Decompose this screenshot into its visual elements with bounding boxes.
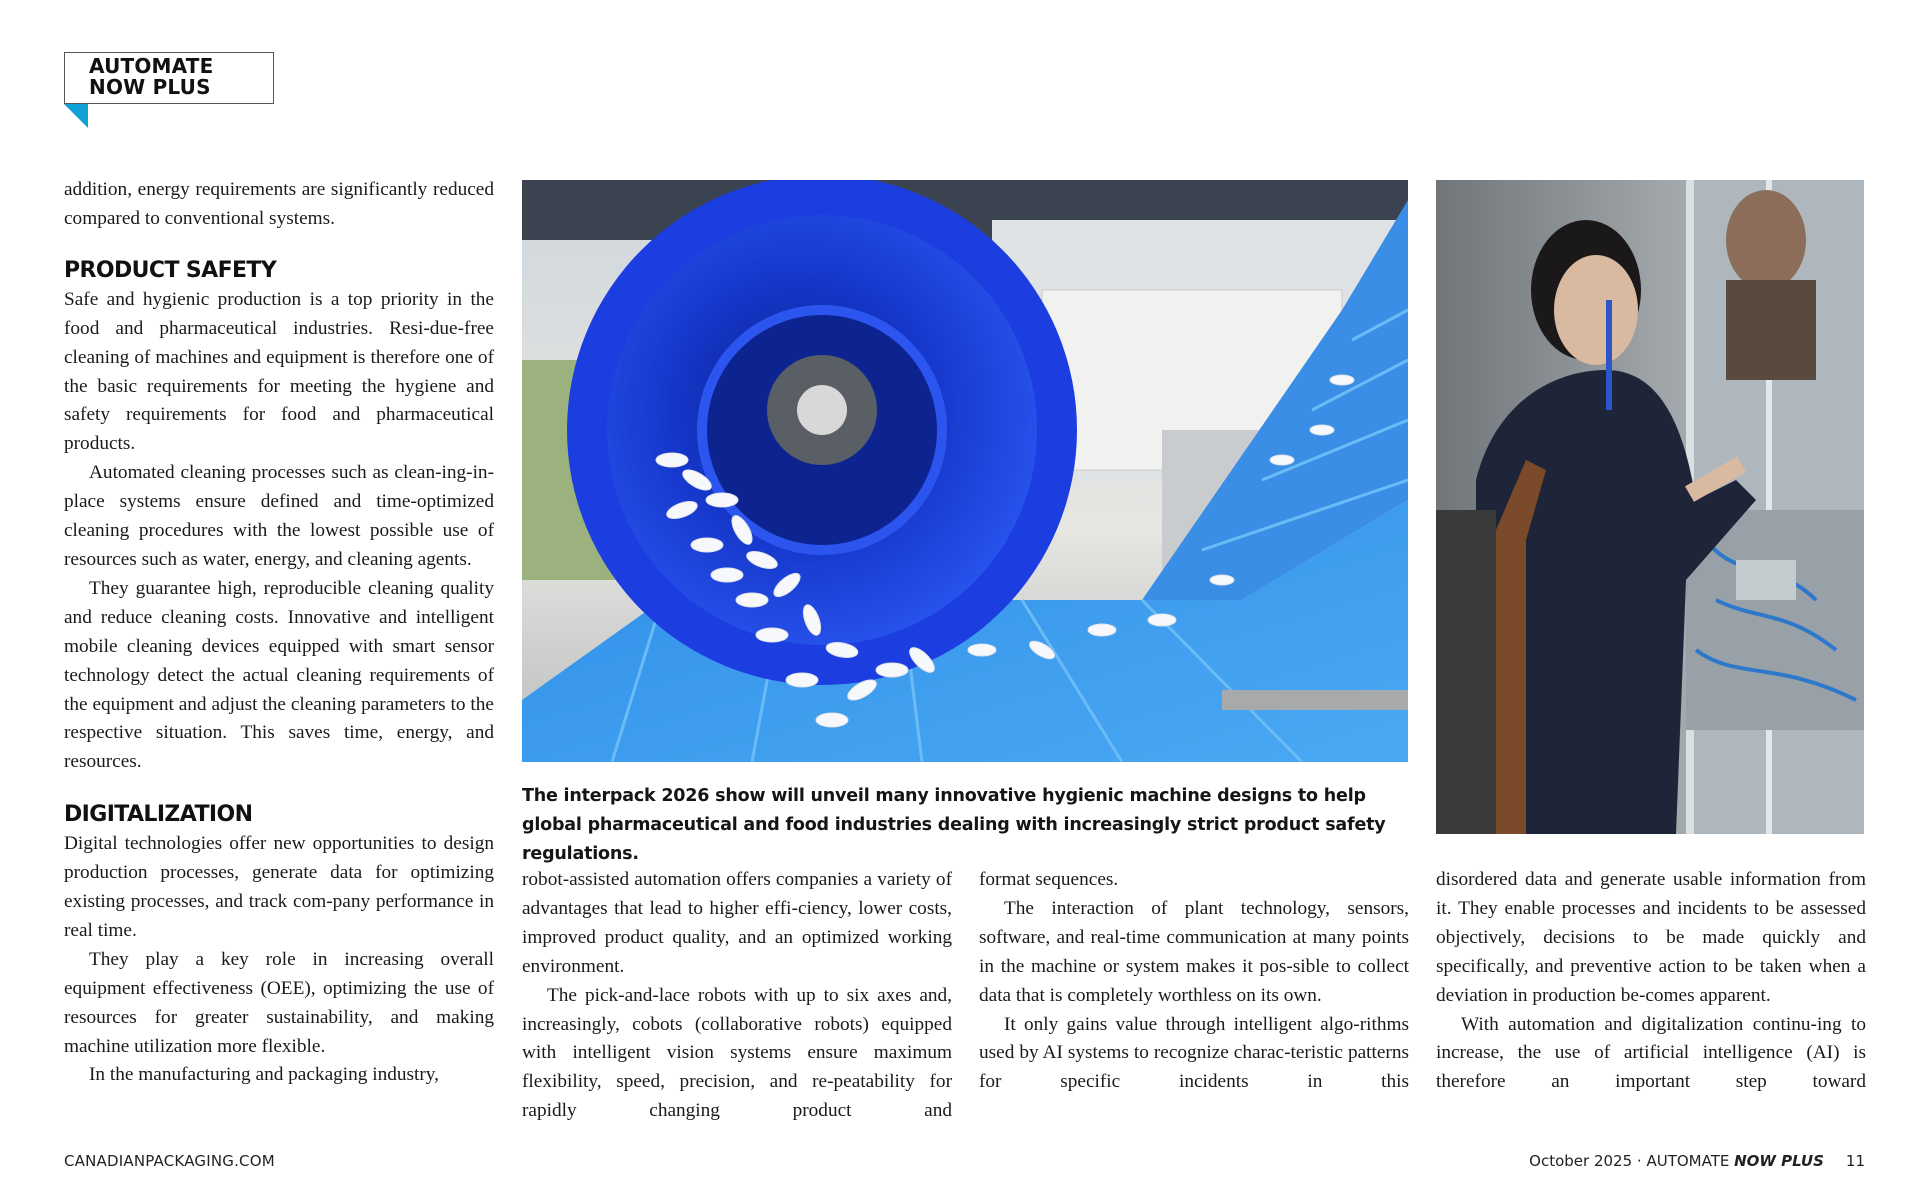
masthead-logo [64, 52, 274, 104]
col1-paragraph: Safe and hygienic production is a top priority in the food and pharmaceutical industries. Resi-due-free cleaning of machines and equipment is therefore one of the basic requirements for meeting the hygiene and safety requirements for food and pharmaceutical products. [64, 288, 494, 455]
masthead-line1: AUTOMATE [89, 54, 214, 78]
col1-intro: addition, energy requirements are significantly reduced compared to conventional systems. [64, 179, 494, 229]
column-4 [1436, 866, 1866, 1097]
footer-brand: NOW PLUS [1734, 1152, 1824, 1170]
footer-issue-info [1529, 1152, 1865, 1170]
col3-paragraph: The interaction of plant technology, sensors, software, and real-time communication at many points in the machine or system makes it pos-sible to collect data that is completely worthless on its own. [979, 897, 1409, 1006]
col1-paragraph: They guarantee high, reproducible cleaning quality and reduce cleaning costs. Innovative and intelligent mobile cleaning devices equipped with smart sensor technology detect the actual cleaning requirements of the equipment and adjust the cleaning parameters to the respective situation. This saves time, energy, and resources. [64, 577, 494, 773]
column-3 [979, 866, 1409, 1097]
heading-product-safety: PRODUCT SAFETY [64, 257, 277, 283]
masthead-line2: NOW PLUS [89, 75, 211, 99]
col1-paragraph: In the manufacturing and packaging industry, [89, 1064, 439, 1086]
masthead-accent-triangle [64, 104, 88, 128]
col1-paragraph: Digital technologies offer new opportunities to design production processes, generate data for optimizing existing processes, and track com-pany performance in real time. [64, 833, 494, 941]
col2-paragraph: robot-assisted automation offers companies a variety of advantages that lead to higher effi-ciency, lower costs, improved product quality, and an optimized working environment. [522, 869, 952, 977]
col4-paragraph: With automation and digitalization continu-ing to increase, the use of artificial intelligence (AI) is therefore an important step toward [1436, 1013, 1866, 1093]
col1-paragraph: Automated cleaning processes such as clean-ing-in-place systems ensure defined and time-optimized cleaning procedures with the lowest possible use of resources such as water, energy, and cleaning agents. [64, 462, 494, 570]
col1-paragraph: They play a key role in increasing overall equipment effectiveness (OEE), optimizing the use of resources for greater sustainability, and making machine utilization more flexible. [64, 948, 494, 1057]
heading-digitalization: DIGITALIZATION [64, 802, 253, 828]
page-number: 11 [1845, 1152, 1865, 1170]
footer-website: CANADIANPACKAGING.COM [64, 1152, 275, 1170]
col3-paragraph: format sequences. [979, 869, 1119, 890]
col4-paragraph: disordered data and generate usable information from it. They enable processes and incidents to be assessed objectively, decisions to be made quickly and specifically, and preventive action to be taken when a deviation in production be-comes apparent. [1436, 869, 1866, 1006]
photo-woman-inspecting-machine [1436, 180, 1864, 834]
column-2 [522, 866, 952, 1126]
col2-paragraph: The pick-and-lace robots with up to six axes and, increasingly, cobots (collaborative robots) equipped with intelligent vision systems ensure maximum flexibility, speed, precision, and re-peatability for rapidly changing product and [522, 984, 952, 1122]
photo-blue-conveyor-machine [522, 180, 1408, 762]
photo-caption: The interpack 2026 show will unveil many innovative hygienic machine designs to help global pharmaceutical and food industries dealing with increasingly strict product safety regulations. [522, 786, 1386, 864]
col3-paragraph: It only gains value through intelligent algo-rithms used by AI systems to recognize charac-teristic patterns for specific incidents in this [979, 1013, 1409, 1093]
footer-issue: October 2025 · AUTOMATE [1529, 1152, 1735, 1170]
column-1 [64, 176, 494, 1090]
